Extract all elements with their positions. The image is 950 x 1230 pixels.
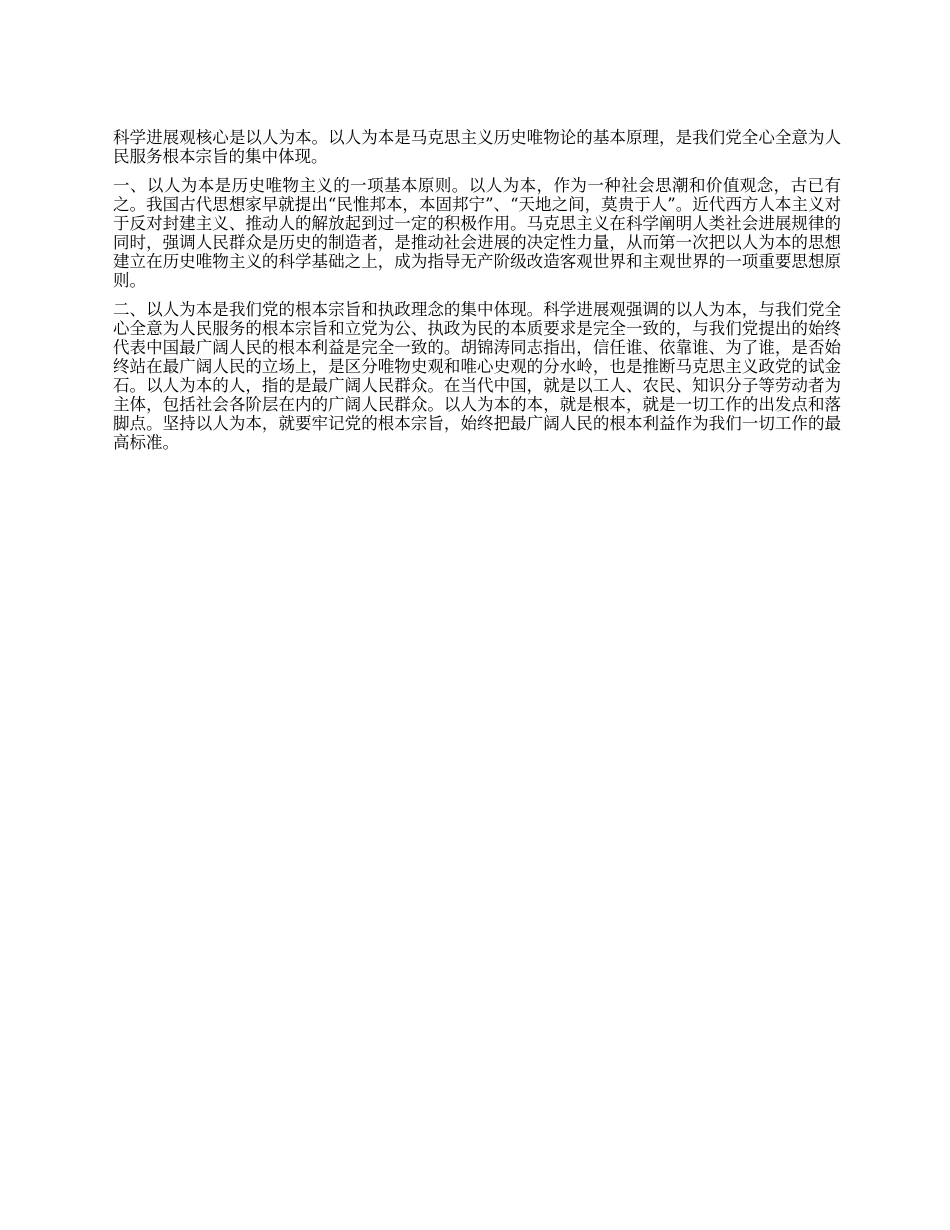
document-body xyxy=(113,128,841,462)
paragraph-intro: 科学进展观核心是以人为本。以人为本是马克思主义历史唯物论的基本原理，是我们党全心全意为人民服务根本宗旨的集中体现。 xyxy=(113,128,841,166)
paragraph-section-two: 二、以人为本是我们党的根本宗旨和执政理念的集中体现。科学进展观强调的以人为本，与我们党全心全意为人民服务的根本宗旨和立党为公、执政为民的本质要求是完全一致的，与我们党提出的始终代表中国最广阔人民的根本利益是完全一致的。胡锦涛同志指出，信任谁、依靠谁、为了谁，是否始终站在最广阔人民的立场上，是区分唯物史观和唯心史观的分水岭，也是推断马克思主义政党的试金石。以人为本的人，指的是最广阔人民群众。在当代中国，就是以工人、农民、知识分子等劳动者为主体，包括社会各阶层在内的广阔人民群众。以人为本的本，就是根本，就是一切工作的出发点和落脚点。坚持以人为本，就要牢记党的根本宗旨，始终把最广阔人民的根本利益作为我们一切工作的最高标准。 xyxy=(113,300,841,452)
paragraph-section-one: 一、以人为本是历史唯物主义的一项基本原则。以人为本，作为一种社会思潮和价值观念，古已有之。我国古代思想家早就提出“民惟邦本，本固邦宁”、“天地之间，莫贵于人”。近代西方人本主义对于反对封建主义、推动人的解放起到过一定的积极作用。马克思主义在科学阐明人类社会进展规律的同时，强调人民群众是历史的制造者，是推动社会进展的决定性力量，从而第一次把以人为本的思想建立在历史唯物主义的科学基础之上，成为指导无产阶级改造客观世界和主观世界的一项重要思想原则。 xyxy=(113,176,841,290)
